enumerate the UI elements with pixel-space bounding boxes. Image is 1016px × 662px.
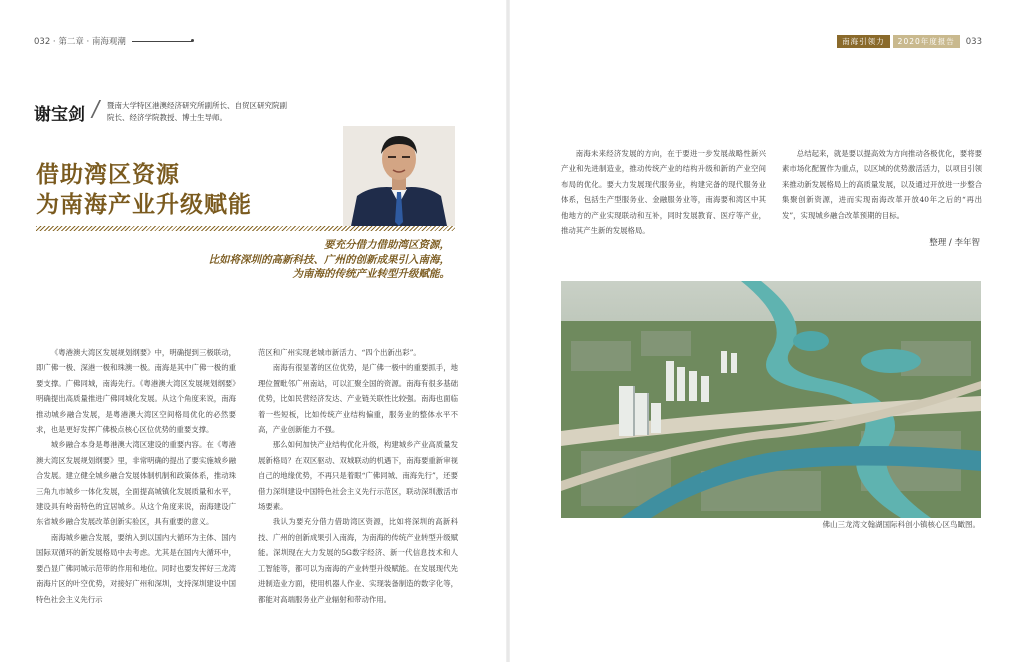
page-number: 033 [965, 36, 982, 47]
paragraph: 城乡融合本身是粤港澳大湾区建设的重要内容。在《粤港澳大湾区发展规划纲要》里，非常明确的提出了要实施城乡融合发展。建立健全城乡融合发展体制机制和政策体系，推动珠三角九市城乡一体化发展，全面提高城镇化发展质量和水平，建设具有岭南特色的宜居城乡。从这个角度来说，南海建设广东省城乡融合发展改革创新实验区，具有重要的意义。 [36, 440, 236, 527]
title-line-2: 为南海产业升级赋能 [36, 191, 252, 218]
left-running-header [34, 35, 192, 47]
author-portrait [343, 126, 455, 226]
paragraph: 《粤港澳大湾区发展规划纲要》中，明确提到三极联动，即广佛一极、深港一极和珠澳一极。南海是其中广佛一极的重要支撑。广佛同城，南海先行。《粤港澳大湾区发展规划纲要》明确提出高质量推进广佛同城化发展。从这个角度来说，南海推动城乡融合发展，是粤港澳大湾区空间格局优化的必然要求，也是更好发挥广佛极点核心区位优势的重要支撑。 [36, 348, 236, 435]
photo-caption: 佛山三龙湾文翰湖国际科创小镇核心区鸟瞰图。 [822, 520, 980, 529]
pull-quote-line: 为南海的传统产业转型升级赋能。 [292, 268, 450, 280]
paragraph: 南海城乡融合发展，要纳入到以国内大循环为主体、国内国际双循环的新发展格局中去考虑。尤其是在国内大循环中，要凸显广佛同城示范带的作用和地位。同时也要发挥好三龙湾南海片区的叶空优势，对接好广州和深圳，支持深圳建设中国特色社会主义先行示 [36, 532, 236, 604]
right-running-header [837, 35, 982, 48]
pull-quote-line: 要充分借力借助湾区资源， [324, 239, 450, 251]
author-name: 谢宝剑 [34, 105, 85, 125]
right-column-1 [561, 146, 766, 238]
right-column-2 [782, 146, 982, 223]
aerial-illustration [561, 281, 981, 518]
paragraph: 我认为要充分借力借助湾区资源，比如将深圳的高新科技、广州的创新成果引入南海，为南海的传统产业转型升级赋能。深圳现在大力发展的5G数字经济、新一代信息技术和人工智能等，都可以为南海的产业转型升级赋能。在发展现代先进制造业方面，使用机器人作业、实现装备制造的数字化等，都能对高端服务业产业辐射和带动作用。 [258, 517, 458, 604]
aerial-photo [561, 281, 981, 518]
article-title [36, 160, 252, 220]
paragraph: 那么如何加快产业结构优化升级，构建城乡产业高质量发展新格局？在双区驱动、双城联动的机遇下，南海要重新审视自己的地缘优势，不再只是着眼“广佛同城、南海先行”，还要借力深圳建设中国特色社会主义先行示范区，联动深圳激活市场要素。 [258, 440, 458, 512]
left-header-text: 032 · 第二章 · 南海观潮 [34, 37, 126, 47]
year-badge: 2020年度报告 [893, 35, 960, 48]
left-column-2 [258, 345, 458, 607]
author-bio: 暨南大学特区港澳经济研究所副所长、自贸区研究院副院长、经济学院教授、博士生导师。 [107, 101, 287, 122]
portrait-illustration [343, 126, 455, 226]
title-hatch-rule [36, 226, 455, 231]
paragraph: 南海有很显著的区位优势，是广佛一极中的重要抓手，地理位置毗邻广州南站，可以汇聚全国的资源。南海有很多基础优势，比如民营经济发达、产业链关联性比较强。南海也面临着一些短板，比如传统产业结构偏重，服务业的整体水平不高，产业创新能力不强。 [258, 363, 458, 435]
title-line-1: 借助湾区资源 [36, 161, 180, 188]
paragraph: 南海未来经济发展的方向，在于要进一步发展战略性新兴产业和先进制造业，推动传统产业的结构升级和新的产业空间布局的优化。要大力发展现代服务业，构建完备的现代服务业体系，包括生产型服务业、金融服务业等，南海要和湾区中其他地方的产业实现联动和互补，同时发展教育、医疗等产业，推动其产生新的发展格局。 [561, 149, 766, 236]
pull-quote-line: 比如将深圳的高新科技、广州的创新成果引入南海， [208, 253, 450, 266]
header-rule [132, 41, 192, 42]
magazine-brand-badge: 南海引领力 [837, 35, 890, 48]
paragraph: 范区和广州实现老城市新活力、“四个出新出彩”。 [258, 348, 421, 357]
paragraph: 总结起来，就是要以提高效为方向推动各极优化，要将要素市场化配置作为重点，以区域的优势激活活力，以项目引领来推动新发展格局上的高质量发展，以及通过开放进一步整合集聚创新资源，进而实现南海改革开放40年之后的“再出发”，实现城乡融合改革预期的目标。 [782, 149, 982, 220]
pull-quote [120, 238, 450, 282]
left-column-1 [36, 345, 236, 607]
author-divider: / [89, 97, 102, 122]
editor-credit: 整理 / 李年智 [929, 238, 980, 248]
